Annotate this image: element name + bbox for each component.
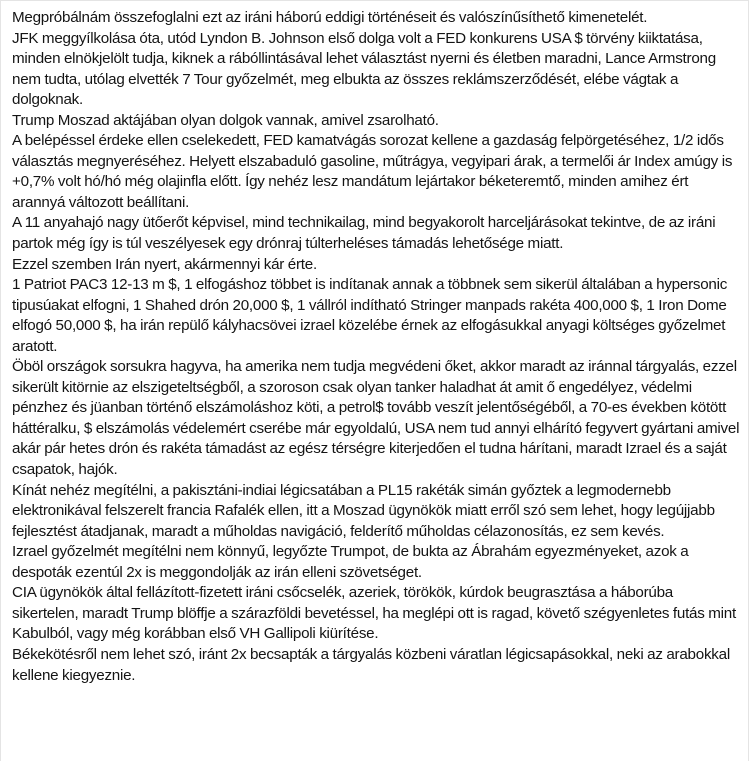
paragraph-intro: Megpróbálnám összefoglalni ezt az iráni háború eddigi történéseit és valószínűsíthető kimenetelét. — [12, 9, 648, 26]
paragraph-trump-moszad: Trump Moszad aktájában olyan dolgok vannak, amivel zsarolható. — [12, 111, 439, 129]
paragraph-jfk: JFK meggyílkolása óta, utód Lyndon B. Johnson első dolga volt a FED konkurens USA $ törvény kiiktatása, minden elnökjelölt tudja, kiknek a rábóllintásával lehet választást nyerni és életben maradni, Lance Armstrong nem tudta, utólag elvették 7 Tour győzelmét, meg elbukta az összes reklámszerződését, elébe vágtak a dolgoknak. — [12, 29, 716, 109]
paragraph-fed: A belépéssel érdeke ellen cselekedett, FED kamatvágás sorozat kellene a gazdaság felpörgetéséhez, 1/2 idős választás megnyeréséhez. Helyett elszabaduló gasoline, műtrágya, vegyipari árak, a termelői ár Index amúgy is +0,7% volt hó/hó még olajinfla előtt. Így nehéz lesz mandátum lejártakor béketeremtő, minden amihez ért arannyá változott beállítani. — [12, 132, 733, 211]
paragraph-costs: 1 Patriot PAC3 12-13 m $, 1 elfogáshoz többet is indítanak annak a többnek sem sikerül általában a hypersonic tipusúakat elfogni, 1 Shahed drón 20,000 $, 1 vállról indítható Stringer manpads rakéta 400,000 $, 1 Iron Dome elfogó 50,000 $, ha irán repülő kályhacsövei izrael közelébe érnek az elfogásukkal anyagi költséges győzelmet aratott. — [12, 276, 728, 355]
paragraph-carriers: A 11 anyahajó nagy ütőerőt képvisel, mind technikailag, mind begyakorolt harceljárásokat tekintve, de az iráni partok még így is túl veszélyesek egy drónraj túlterheléses támadás lehetősége miatt. — [12, 214, 716, 253]
paragraph-iran-won: Ezzel szemben Irán nyert, akármennyi kár érte. — [12, 255, 317, 273]
paragraph-peace: Békekötésről nem lehet szó, iránt 2x becsapták a tárgyalás közbeni váratlan légicsapásokkal, neki az arabokkal kellene kiegyeznie. — [12, 645, 730, 684]
paragraph-cia: CIA ügynökök által fellázított-fizetett iráni csőcselék, azeriek, törökök, kúrdok beugrasztása a háborúba sikertelen, maradt Trump blöffje a szárazföldi bevetéssel, ha meglépi ott is ragad, követő szégyenletes futás mint Kabulból, vagy még korábban első VH Gallipoli kiürítése. — [12, 584, 736, 643]
paragraph-china: Kínát nehéz megítélni, a pakisztáni-indiai légicsatában a PL15 rakéták simán győztek a legmodernebb elektronikával felszerelt francia Rafalék ellen, itt a Moszad ügynökök miatt erről szó sem lehet, hogy legújjabb fejlesztést átadjanak, maradt a műholdas navigáció, felderítő műholdas célazonosítás, ez sem kevés. — [12, 481, 715, 540]
post-body — [12, 8, 740, 686]
paragraph-israel: Izrael győzelmét megítélni nem könnyű, legyőzte Trumpot, de bukta az Ábrahám egyezményeket, azok a despoták ezentúl 2x is meggondolják az irán elleni szövetséget. — [12, 543, 689, 581]
paragraph-gulf: Öböl országok sorsukra hagyva, ha amerika nem tudja megvédeni őket, akkor maradt az iránnal tárgyalás, ezzel sikerült kitörnie az elszigeteltségből, a szoroson csak olyan tanker haladhat át amit ő engedélyez, védelmi pénzhez és jüanban történő elszámoláshoz köti, a petrol$ tovább veszít jelentőségéből, a 70-es években kötött háttéralku, $ elszámolás védelemért cserébe már egyoldalú, USA nem tud annyi elhárító fegyvert gyártani amivel akár pár hetes drón és rakéta támadást az egész térségre kiterjedően el tudna hárítani, maradt Izrael és a saját csapatok, hajók. — [12, 358, 740, 479]
